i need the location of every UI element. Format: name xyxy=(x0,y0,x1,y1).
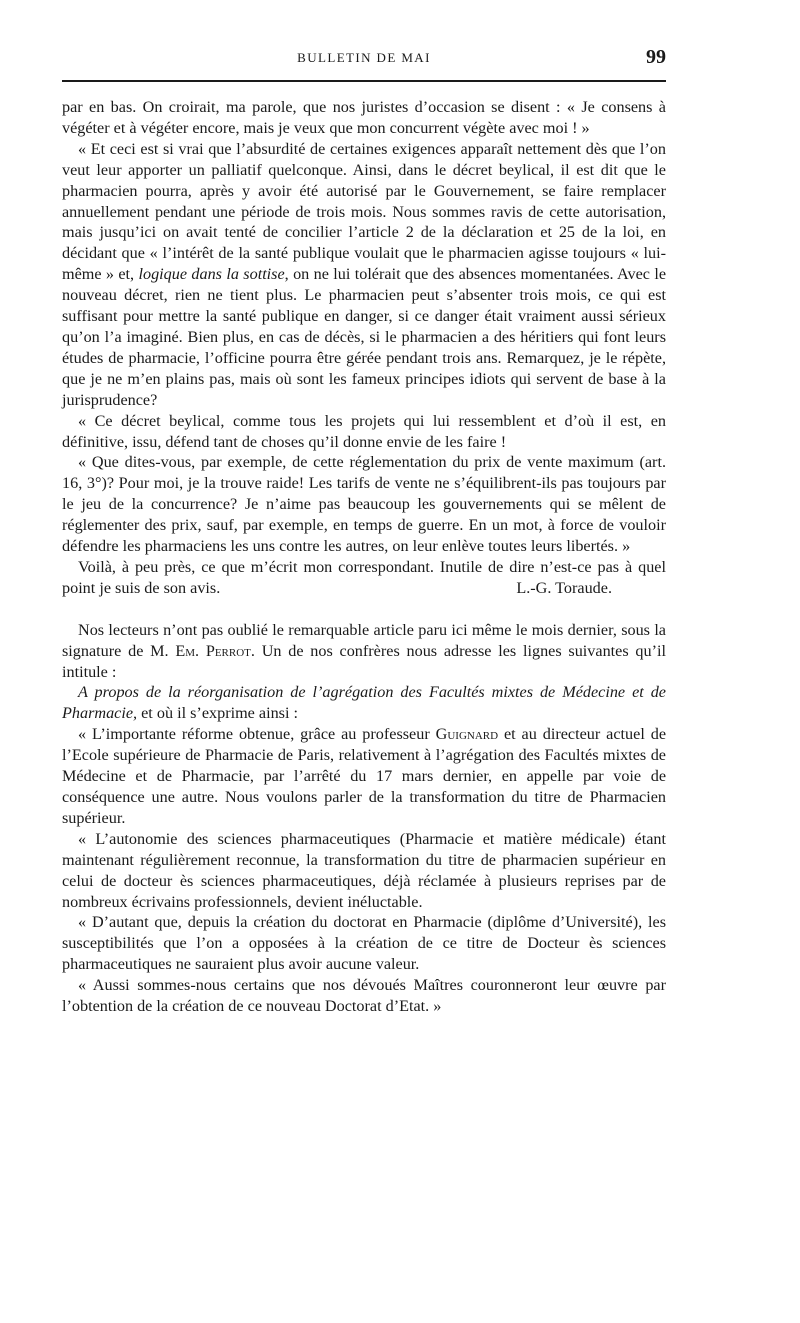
professor-name: Guignard xyxy=(435,725,499,744)
letter-paragraph-1: par en bas. On croirait, ma parole, que nos juristes d’occasion se disent : « Je consens à végéter et à végéter encore, mais je veux que mon concurrent végète avec moi ! » xyxy=(62,98,666,137)
header-rule xyxy=(62,80,666,82)
letter-paragraph-2 xyxy=(62,139,666,411)
article-paragraph-5: « D’autant que, depuis la création du doctorat en Pharmacie (diplôme d’Université), les susceptibilités que l’on a opposées à la création de ce titre de Docteur ès sciences pharmaceutiques ne sauraient plus avoir aucune valeur. xyxy=(62,913,666,974)
page-header xyxy=(62,48,666,72)
article-paragraph-4: « L’autonomie des sciences pharmaceutiques (Pharmacie et matière médicale) étant maintenant régulièrement reconnue, la transformation du titre de pharmacien supérieur en celui de docteur ès sciences pharmaceutiques, déjà réclamée à plusieurs reprises par de nombreux écrivains professionnels, devient inéluctable. xyxy=(62,829,666,911)
article-paragraph-3-end: et au directeur actuel de l’Ecole supérieure de Pharmacie de Paris, relativement à l’agrégation des Facultés mixtes de Médecine et de Pharmacie, par l’arrêté du 17 mars dernier, en appelle par voie de conséquence une autre. Nous voulons parler de la transformation du titre de Pharmacien supérieur. xyxy=(62,725,667,827)
running-title: BULLETIN DE MAI xyxy=(297,50,431,65)
article-paragraph-3-text: « L’importante réforme obtenue, grâce au professeur xyxy=(78,725,430,744)
body-text xyxy=(62,97,666,1017)
article-heading: A propos de la réorganisation de l’agrégation des Facultés mixtes de Médecine et de Pharmacie, xyxy=(62,683,666,723)
article-paragraph-1-end: . Un de nos confrères nous adresse les lignes suivantes qu’il intitule : xyxy=(62,641,666,681)
article-paragraph-1-text: Nos lecteurs n’ont pas oublié le remarquable article paru ici même le mois dernier, sous la signature de M. xyxy=(62,620,666,660)
page-number: 99 xyxy=(646,46,666,68)
article-paragraph-2 xyxy=(62,682,666,724)
article-paragraph-2-end: et où il s’exprime ainsi : xyxy=(137,704,299,723)
letter-paragraph-2-italic: logique dans la sottise xyxy=(138,265,285,284)
letter-paragraph-4: « Que dites-vous, par exemple, de cette réglementation du prix de vente maximum (art. 16, 3°)? Pour moi, je la trouve raide! Les tarifs de vente ne s’équilibrent-ils pas toujours par le jeu de la concurrence? Je n’aime pas beaucoup les gouvernements qui se mêlent de réglementer des prix, sauf, par exemple, en temps de guerre. En un mot, à force de vouloir défendre les pharmaciens les uns contre les autres, on leur enlève toutes leurs libertés. » xyxy=(62,453,666,556)
page xyxy=(62,46,667,1016)
letter-paragraph-5-text: Voilà, à peu près, ce que m’écrit mon correspondant. Inutile de dire n’est-ce pas à quel point je suis de son avis. xyxy=(62,557,666,597)
letter-paragraph-2-text: « Et ceci est si vrai que l’absurdité de certaines exigences apparaît nettement dès que l’on veut leur apporter un palliatif quelconque. Ainsi, dans le décret beylical, il est dit que le pharmacien pourra, après y avoir été autorisé par le Gouvernement, se faire remplacer annuellement pendant une période de trois mois. Nous sommes ravis de cette autorisation, mais jusqu’ici on avait tenté de concilier l’article 2 de la déclaration et 25 de la loi, en décidant que « l’intérêt de la santé publique voulait que le pharmacien agisse toujours « lui-même » et, xyxy=(62,139,666,284)
article-paragraph-6: « Aussi sommes-nous certains que nos dévoués Maîtres couronneront leur œuvre par l’obtention de la création de ce nouveau Doctorat d’Etat. » xyxy=(62,976,666,1016)
letter-paragraph-3: « Ce décret beylical, comme tous les projets qui lui ressemblent et d’où il est, en définitive, issu, défend tant de choses qu’il donne envie de les faire ! xyxy=(62,411,666,451)
signature: L.-G. Toraude. xyxy=(516,578,612,597)
section-gap xyxy=(62,599,666,620)
letter-paragraph-2-end: , on ne lui tolérait que des absences momentanées. Avec le nouveau décret, rien ne tient plus. Le pharmacien peut s’absenter trois mois, ce qui est suffisant pour mettre la santé publique en danger, si ce danger était vraiment aussi sérieux qu’on l’a imaginé. Bien plus, en cas de décès, si le pharmacien a des héritiers qui font leurs études de pharmacie, l’officine pourra être gérée pendant trois ans. Remarquez, je le répète, que je ne m’en plains pas, mais où sont les fameux principes idiots qui servent de base à la jurisprudence? xyxy=(62,265,667,409)
letter-paragraph-5 xyxy=(62,557,666,599)
article-paragraph-1 xyxy=(62,620,666,683)
article-paragraph-3 xyxy=(62,724,666,829)
author-name: Em. Perrot xyxy=(175,641,251,660)
